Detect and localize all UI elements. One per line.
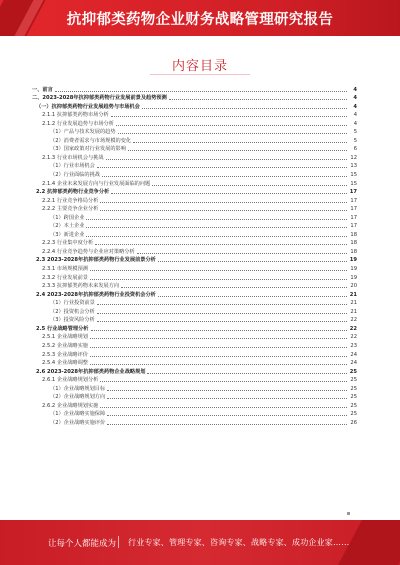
toc-entry-leader-dots bbox=[158, 261, 347, 262]
toc-entry-title: 2.3.2 行业发展前景 bbox=[42, 274, 88, 281]
toc-entry-page-number: 19 bbox=[350, 266, 357, 273]
toc-entry[interactable] bbox=[32, 246, 357, 255]
toc-entry[interactable] bbox=[32, 101, 357, 110]
toc-entry-title: （3）新进企业 bbox=[50, 231, 85, 238]
toc-entry-page-number: 19 bbox=[350, 274, 357, 281]
toc-entry-leader-dots bbox=[90, 347, 347, 348]
toc-entry-page-number: 18 bbox=[350, 240, 357, 247]
toc-entry[interactable] bbox=[32, 204, 357, 213]
toc-entry-title: 2.5.3 企业战略评价 bbox=[42, 351, 88, 358]
toc-entry-title: 2.5 行业战略管理分析 bbox=[36, 325, 89, 332]
toc-entry-leader-dots bbox=[90, 356, 347, 357]
toc-entry-leader-dots bbox=[107, 398, 347, 399]
toc-entry-title: （1）企业战略实施保障 bbox=[50, 411, 106, 418]
toc-entry[interactable] bbox=[32, 366, 357, 375]
page-marker bbox=[347, 512, 350, 515]
toc-entry[interactable] bbox=[32, 298, 357, 307]
toc-entry-page-number: 24 bbox=[350, 360, 357, 367]
toc-entry[interactable] bbox=[32, 417, 357, 426]
toc-entry-title: （2）消费者需求与市场规模的变化 bbox=[50, 137, 132, 144]
toc-entry-title: 2.3.3 抗抑郁类药物未来发展方向 bbox=[42, 283, 120, 290]
toc-entry[interactable] bbox=[32, 152, 357, 161]
toc-entry[interactable] bbox=[32, 323, 357, 332]
toc-entry[interactable] bbox=[32, 84, 357, 93]
toc-entry-title: （一）抗抑郁类药物行业发展趋势与市场机会 bbox=[36, 103, 140, 110]
table-of-contents bbox=[32, 84, 357, 426]
toc-entry-title: 2.6.2 企业战略规划实施 bbox=[42, 402, 99, 409]
toc-entry-leader-dots bbox=[86, 227, 347, 228]
toc-entry-leader-dots bbox=[102, 176, 347, 177]
toc-entry-page-number: 15 bbox=[350, 172, 357, 179]
toc-title: 内容目录 bbox=[171, 59, 228, 74]
toc-entry-title: 2.5.2 企业战略实施 bbox=[42, 342, 88, 349]
toc-entry[interactable] bbox=[32, 289, 357, 298]
toc-entry-page-number: 25 bbox=[350, 394, 357, 401]
toc-entry-page-number: 25 bbox=[350, 411, 357, 418]
toc-entry[interactable] bbox=[32, 255, 357, 264]
toc-entry-leader-dots bbox=[111, 193, 347, 194]
toc-entry-leader-dots bbox=[152, 185, 347, 186]
toc-entry-page-number: 5 bbox=[353, 129, 357, 136]
toc-entry-title: （2）行业面临的挑战 bbox=[50, 172, 100, 179]
toc-entry-page-number: 13 bbox=[350, 163, 357, 170]
toc-entry[interactable] bbox=[32, 263, 357, 272]
toc-entry-page-number: 25 bbox=[350, 402, 357, 409]
toc-entry[interactable] bbox=[32, 187, 357, 196]
toc-entry-page-number: 4 bbox=[353, 112, 357, 119]
toc-entry-page-number: 4 bbox=[353, 120, 357, 127]
toc-entry[interactable] bbox=[32, 340, 357, 349]
toc-entry-page-number: 21 bbox=[349, 291, 357, 298]
toc-entry-leader-dots bbox=[137, 253, 347, 254]
toc-entry-leader-dots bbox=[90, 364, 347, 365]
toc-entry-title: 二、2023-2028年抗抑郁类药物行业发展前景及趋势预测 bbox=[32, 95, 167, 102]
toc-entry-leader-dots bbox=[90, 338, 347, 339]
toc-entry-page-number: 23 bbox=[350, 342, 357, 349]
toc-entry-leader-dots bbox=[100, 210, 347, 211]
toc-entry-page-number: 25 bbox=[350, 377, 357, 384]
toc-entry[interactable] bbox=[32, 127, 357, 136]
toc-entry-page-number: 17 bbox=[350, 197, 357, 204]
toc-entry-title: 2.5.1 企业战略规划 bbox=[42, 334, 88, 341]
toc-entry[interactable] bbox=[32, 332, 357, 341]
toc-entry-leader-dots bbox=[128, 150, 347, 151]
toc-entry-title: 2.3 2023-2028年抗抑郁类药物行业发展前景分析 bbox=[36, 257, 156, 264]
toc-entry-page-number: 4 bbox=[353, 86, 357, 93]
toc-entry-leader-dots bbox=[97, 321, 347, 322]
toc-entry-title: （1）跨国企业 bbox=[50, 214, 85, 221]
toc-entry-title: 2.3.1 市场规模预测 bbox=[42, 266, 88, 273]
toc-entry-title: （2）本土企业 bbox=[50, 223, 85, 230]
toc-entry-page-number: 22 bbox=[350, 317, 357, 324]
toc-entry-page-number: 17 bbox=[350, 214, 357, 221]
toc-entry-title: （2）企业战略实施评价 bbox=[50, 419, 106, 426]
toc-entry-leader-dots bbox=[86, 219, 347, 220]
toc-entry-page-number: 19 bbox=[349, 257, 357, 264]
toc-entry-title: 2.1.2 行业发展趋势与市场分析 bbox=[42, 120, 114, 127]
toc-entry[interactable] bbox=[32, 195, 357, 204]
toc-entry-page-number: 21 bbox=[350, 308, 357, 315]
toc-entry-leader-dots bbox=[107, 415, 347, 416]
toc-entry-title: 2.6.1 企业战略规划分析 bbox=[42, 377, 99, 384]
footer-slogan-right: 行业专家、管理专家、咨询专家、战略专家、成功企业家…… bbox=[128, 538, 350, 547]
report-title: 抗抑郁类药物企业财务战略管理研究报告 bbox=[66, 12, 334, 28]
toc-entry-page-number: 21 bbox=[350, 300, 357, 307]
toc-entry-page-number: 4 bbox=[353, 95, 357, 102]
toc-entry-page-number: 25 bbox=[349, 368, 357, 375]
toc-entry[interactable] bbox=[32, 169, 357, 178]
toc-entry-title: 2.4 2023-2028年抗抑郁类药物行业投资机会分析 bbox=[36, 291, 156, 298]
footer-divider bbox=[118, 536, 119, 548]
toc-entry-leader-dots bbox=[158, 296, 347, 297]
toc-entry-title: 一、前言 bbox=[32, 86, 53, 93]
toc-entry-page-number: 22 bbox=[349, 325, 357, 332]
toc-entry-title: （2）投资机会分析 bbox=[50, 308, 95, 315]
toc-entry-leader-dots bbox=[107, 390, 347, 391]
toc-entry-page-number: 17 bbox=[350, 206, 357, 213]
toc-entry[interactable] bbox=[32, 135, 357, 144]
toc-entry-leader-dots bbox=[100, 202, 347, 203]
footer-slogan-left: 让每个人都能成为 bbox=[48, 539, 117, 549]
toc-entry[interactable] bbox=[32, 349, 357, 358]
toc-entry-leader-dots bbox=[142, 108, 347, 109]
toc-entry-leader-dots bbox=[97, 167, 347, 168]
toc-entry-title: 2.2.4 行业竞争趋势与企业应对策略分析 bbox=[42, 248, 135, 255]
toc-entry-title: 2.1.3 行业市场机会与挑战 bbox=[42, 154, 104, 161]
toc-entry-leader-dots bbox=[147, 373, 347, 374]
toc-entry-page-number: 25 bbox=[350, 385, 357, 392]
toc-entry[interactable] bbox=[32, 358, 357, 367]
toc-entry-title: （2）企业战略规划方向 bbox=[50, 394, 106, 401]
toc-entry-leader-dots bbox=[97, 304, 347, 305]
toc-entry-leader-dots bbox=[86, 236, 347, 237]
toc-entry-leader-dots bbox=[121, 287, 347, 288]
toc-entry-leader-dots bbox=[107, 424, 347, 425]
toc-entry-page-number: 24 bbox=[350, 351, 357, 358]
toc-entry[interactable] bbox=[32, 306, 357, 315]
toc-entry-title: （3）投资风险分析 bbox=[50, 317, 95, 324]
toc-entry-title: （1）产品与技术发展的趋势 bbox=[50, 129, 116, 136]
toc-entry[interactable] bbox=[32, 229, 357, 238]
toc-entry[interactable] bbox=[32, 221, 357, 230]
toc-entry[interactable] bbox=[32, 118, 357, 127]
toc-entry[interactable] bbox=[32, 409, 357, 418]
toc-entry-title: 2.2 抗抑郁类药物行业竞争分析 bbox=[36, 189, 110, 196]
toc-entry-leader-dots bbox=[100, 381, 347, 382]
toc-entry-title: 2.2.2 主要竞争企业分析 bbox=[42, 206, 99, 213]
toc-entry[interactable] bbox=[32, 383, 357, 392]
report-header bbox=[0, 0, 400, 36]
toc-entry-page-number: 22 bbox=[350, 334, 357, 341]
toc-entry-title: 2.6 2023-2028年抗抑郁类药物企业战略规划 bbox=[36, 368, 146, 375]
toc-entry-leader-dots bbox=[97, 313, 347, 314]
toc-entry-leader-dots bbox=[95, 244, 347, 245]
toc-entry[interactable] bbox=[32, 93, 357, 102]
toc-entry[interactable] bbox=[32, 400, 357, 409]
toc-title-underline bbox=[150, 74, 250, 75]
toc-entry-page-number: 5 bbox=[353, 137, 357, 144]
toc-entry-page-number: 12 bbox=[350, 154, 357, 161]
toc-entry-leader-dots bbox=[90, 270, 347, 271]
report-footer bbox=[0, 520, 400, 565]
toc-entry-title: （3）国家政策对行业发展的影响 bbox=[50, 146, 126, 153]
toc-entry-leader-dots bbox=[116, 125, 347, 126]
toc-entry-leader-dots bbox=[55, 91, 347, 92]
toc-entry-page-number: 15 bbox=[350, 180, 357, 187]
toc-entry[interactable] bbox=[32, 178, 357, 187]
toc-entry-title: 2.2.3 行业集中度分析 bbox=[42, 240, 94, 247]
toc-entry[interactable] bbox=[32, 281, 357, 290]
toc-entry[interactable] bbox=[32, 392, 357, 401]
toc-entry-leader-dots bbox=[111, 116, 347, 117]
toc-entry-title: （1）行业投资前景 bbox=[50, 300, 95, 307]
toc-entry-page-number: 17 bbox=[349, 189, 357, 196]
toc-entry-leader-dots bbox=[133, 142, 347, 143]
toc-entry-title: 2.5.4 企业战略调整 bbox=[42, 360, 88, 367]
toc-entry-page-number: 17 bbox=[350, 223, 357, 230]
toc-entry-title: （1）企业战略规划目标 bbox=[50, 385, 106, 392]
toc-entry[interactable] bbox=[32, 375, 357, 384]
toc-entry[interactable] bbox=[32, 110, 357, 119]
toc-entry-leader-dots bbox=[91, 330, 348, 331]
toc-entry-leader-dots bbox=[169, 99, 347, 100]
toc-entry-title: （1）行业市场机会 bbox=[50, 163, 95, 170]
toc-entry-page-number: 20 bbox=[350, 283, 357, 290]
toc-entry[interactable] bbox=[32, 212, 357, 221]
toc-entry-page-number: 26 bbox=[350, 419, 357, 426]
toc-entry-page-number: 18 bbox=[350, 248, 357, 255]
toc-entry-leader-dots bbox=[106, 159, 347, 160]
toc-entry-title: 2.1.4 企业未来发展方向与行业发展面临的问题 bbox=[42, 180, 151, 187]
toc-entry[interactable] bbox=[32, 144, 357, 153]
toc-entry-leader-dots bbox=[118, 133, 347, 134]
toc-entry-leader-dots bbox=[90, 279, 347, 280]
toc-entry-title: 2.2.1 行业竞争格局分析 bbox=[42, 197, 99, 204]
toc-entry-page-number: 4 bbox=[353, 103, 357, 110]
toc-entry-title: 2.1.1 抗抑郁类药物市场分析 bbox=[42, 112, 109, 119]
toc-entry[interactable] bbox=[32, 161, 357, 170]
toc-entry-leader-dots bbox=[100, 407, 347, 408]
toc-entry[interactable] bbox=[32, 238, 357, 247]
toc-entry-page-number: 18 bbox=[350, 231, 357, 238]
toc-entry-page-number: 6 bbox=[353, 146, 357, 153]
toc-entry[interactable] bbox=[32, 315, 357, 324]
toc-entry[interactable] bbox=[32, 272, 357, 281]
